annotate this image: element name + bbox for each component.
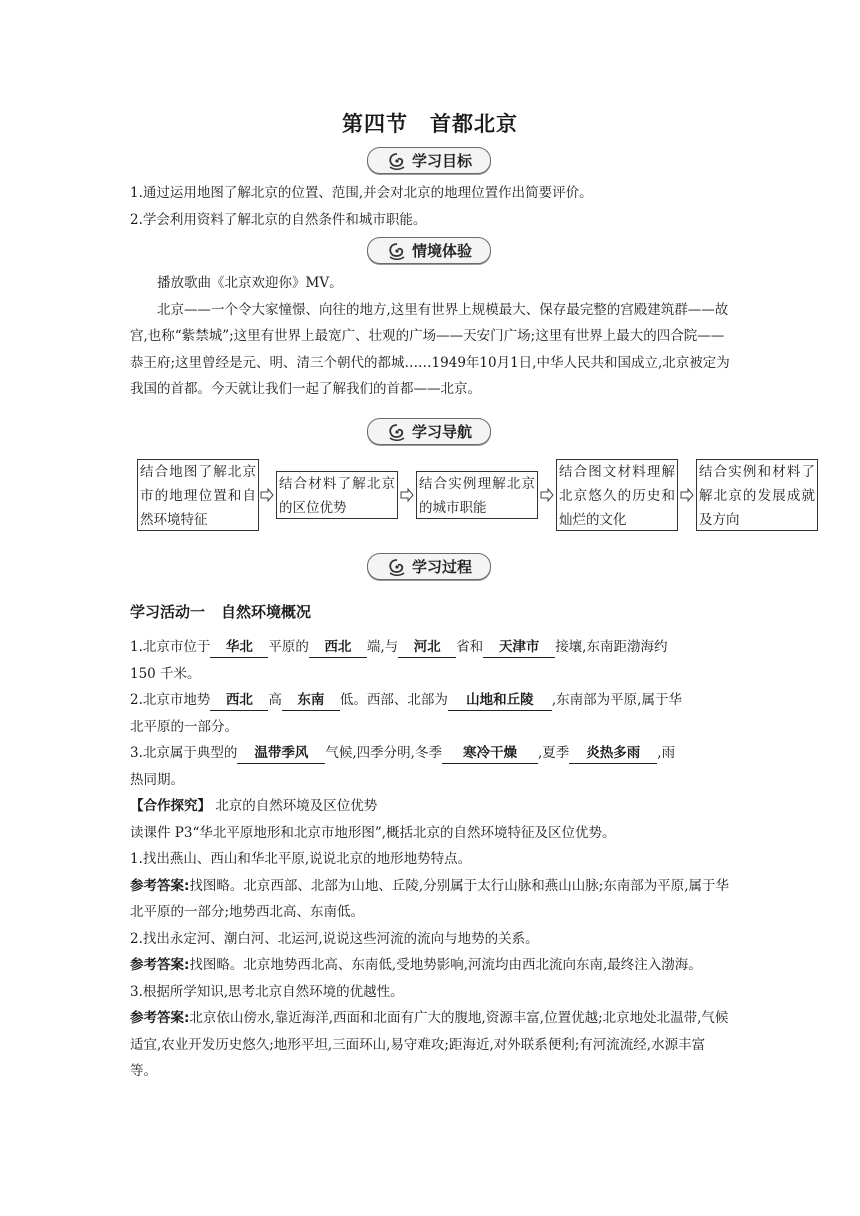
- swirl-icon: [386, 422, 408, 442]
- flow-step-2: 结合材料了解北京的区位优势: [276, 471, 398, 519]
- explore-answer: 参考答案:北京依山傍水,靠近海洋,西面和北面有广大的腹地,资源丰富,位置优越;北京地处北温带,气候适宜,农业开发历史悠久;地形平坦,三面环山,易守难攻;距海近,对外联系便利;有河流流经,水源丰富等。: [130, 1010, 729, 1079]
- learning-guide-flowchart: [130, 459, 815, 533]
- badge-learning-guide: 学习导航: [367, 418, 491, 445]
- goal-item: 2.学会利用资料了解北京的自然条件和城市职能。: [130, 211, 427, 228]
- badge-scenario: 情境体验: [367, 237, 491, 264]
- page-title: 第四节 首都北京: [342, 112, 518, 136]
- explore-intro: 读课件 P3“华北平原地形和北京市地形图”,概括北京的自然环境特征及区位优势。: [130, 824, 616, 841]
- question-3: 3.北京属于典型的 温带季风 气候,四季分明,冬季 寒冷干燥 ,夏季 炎热多雨 ,雨 热同期。: [130, 745, 676, 788]
- explore-question: 1.找出燕山、西山和华北平原,说说北京的地形地势特点。: [130, 851, 472, 867]
- answer-blank: 山地和丘陵: [448, 691, 552, 711]
- answer-blank: 河北: [398, 638, 456, 658]
- explore-answer: 参考答案:找图略。北京西部、北部为山地、丘陵,分别属于太行山脉和燕山山脉;东南部为平原,属于华北平原的一部分;地势西北高、东南低。: [130, 877, 730, 920]
- arrow-right-icon: [260, 487, 274, 503]
- answer-blank: 西北: [309, 638, 367, 658]
- flow-step-3: 结合实例理解北京的城市职能: [416, 471, 538, 519]
- fill-in-questions: [130, 634, 730, 1085]
- scenario-text: 播放歌曲《北京欢迎你》MV。 北京——一个令大家憧憬、向往的地方,这里有世界上规模最大、保存最完整的宫殿建筑群——故宫,也称“紫禁城”;这里有世界上最宽广、壮观的广场——天安门广场;这里有世界上最大的四合院——恭王府;这里曾经是元、明、清三个朝代的都城……1949年10月1日,中华人民共和国成立,北京被定为我国的首都。今天就让我们一起了解我们的首都——北京。: [130, 275, 730, 397]
- arrow-right-icon: [540, 487, 554, 503]
- badge-learning-goals: 学习目标: [367, 147, 491, 174]
- swirl-icon: [386, 241, 408, 261]
- arrow-right-icon: [400, 487, 414, 503]
- answer-blank: 东南: [282, 691, 340, 711]
- flow-step-4: 结合图文材料理解北京悠久的历史和灿烂的文化: [556, 459, 678, 531]
- explore-question: 2.找出永定河、潮白河、北运河,说说这些河流的流向与地势的关系。: [130, 930, 539, 947]
- goal-item: 1.通过运用地图了解北京的位置、范围,并会对北京的地理位置作出简要评价。: [130, 185, 593, 201]
- flow-step-1: 结合地图了解北京市的地理位置和自然环境特征: [137, 459, 259, 531]
- answer-blank: 温带季风: [237, 744, 325, 764]
- explore-answer: 参考答案:找图略。北京地势西北高、东南低,受地势影响,河流均由西北流向东南,最终注入渤海。: [130, 957, 702, 973]
- answer-blank: 炎热多雨: [569, 744, 657, 764]
- question-2: 2.北京市地势 西北 高 东南 低。西部、北部为 山地和丘陵 ,东南部为平原,属于华 北平原的一部分。: [130, 692, 682, 735]
- flow-step-5: 结合实例和材料了解北京的发展成就及方向: [696, 459, 818, 531]
- explore-question: 3.根据所学知识,思考北京自然环境的优越性。: [130, 983, 404, 1000]
- swirl-icon: [386, 151, 408, 171]
- answer-blank: 西北: [210, 691, 268, 711]
- badge-learning-process: 学习过程: [367, 553, 491, 580]
- explore-heading: 【合作探究】 北京的自然环境及区位优势: [130, 798, 378, 814]
- activity-heading: 学习活动一 自然环境概况: [130, 603, 312, 621]
- goals-list: [130, 180, 730, 233]
- answer-blank: 天津市: [483, 638, 555, 658]
- arrow-right-icon: [680, 487, 694, 503]
- answer-blank: 华北: [210, 638, 268, 658]
- answer-blank: 寒冷干燥: [442, 744, 538, 764]
- question-1: 1.北京市位于 华北 平原的 西北 端,与 河北 省和 天津市 接壤,东南距渤海约 150 千米。: [130, 639, 668, 682]
- swirl-icon: [386, 557, 408, 577]
